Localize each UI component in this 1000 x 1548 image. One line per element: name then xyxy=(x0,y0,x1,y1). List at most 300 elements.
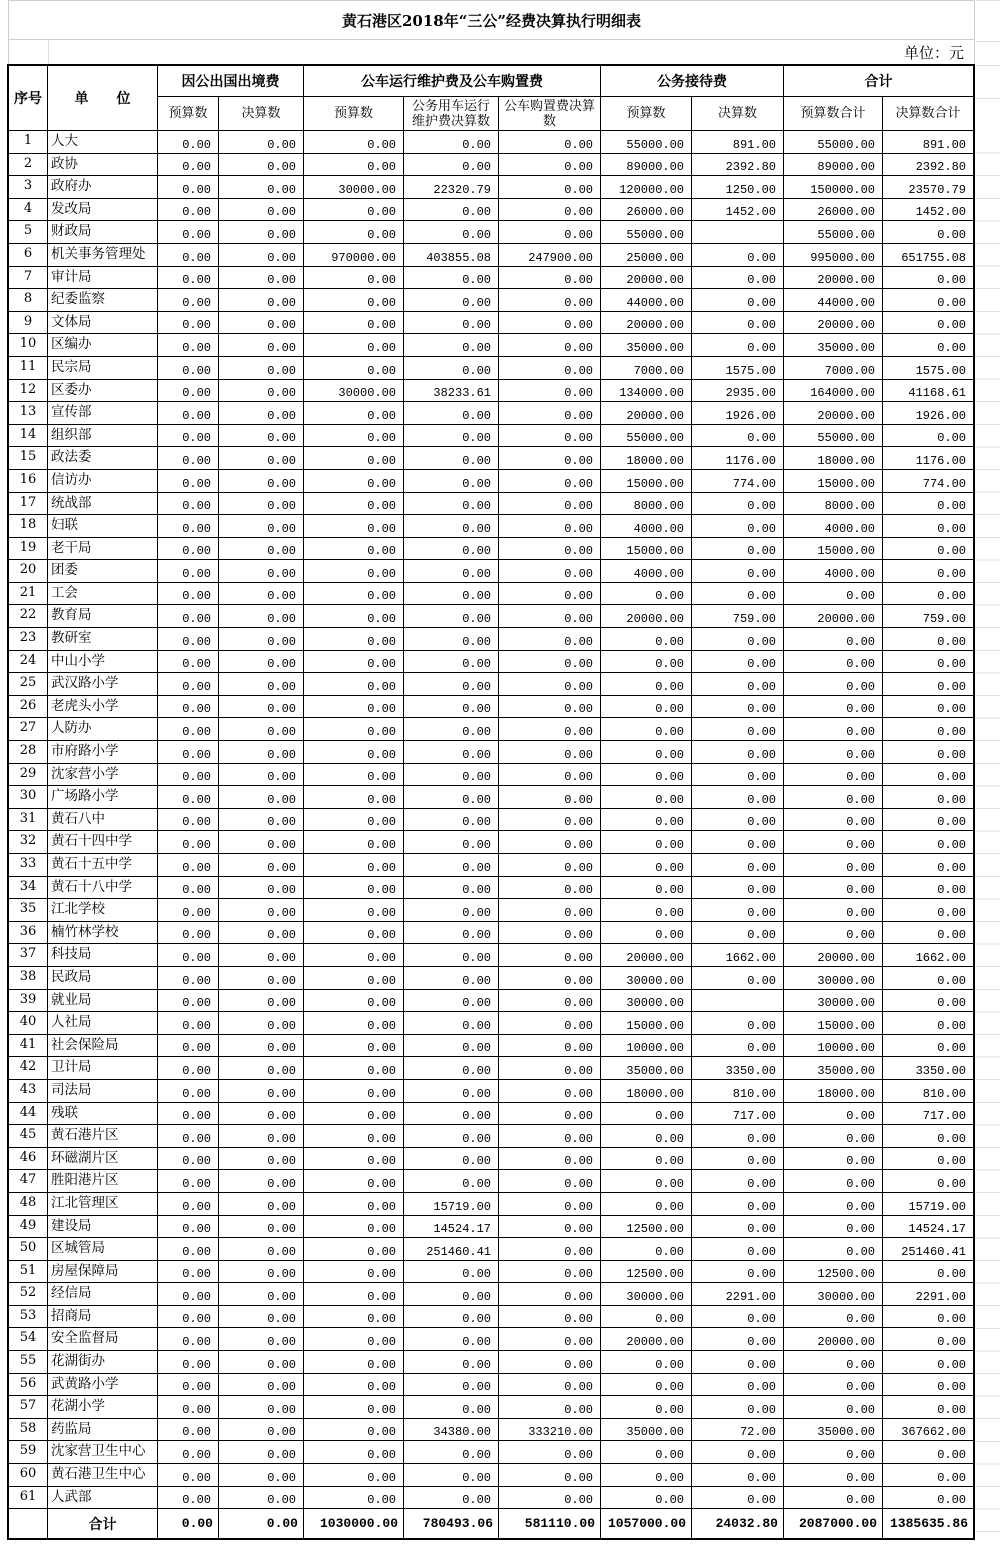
cell-vehicle-purchase-actual: 0.00 xyxy=(499,1306,601,1329)
cell-abroad-actual: 0.00 xyxy=(219,154,304,177)
cell-total-actual: 0.00 xyxy=(883,1487,973,1510)
cell-abroad-actual: 0.00 xyxy=(219,583,304,606)
cell-seq: 51 xyxy=(9,1261,48,1284)
cell-vehicle-operation-actual: 0.00 xyxy=(404,854,499,877)
cell-vehicle-purchase-actual: 0.00 xyxy=(499,741,601,764)
cell-vehicle-budget: 0.00 xyxy=(304,628,404,651)
cell-total-budget: 0.00 xyxy=(784,1125,883,1148)
cell-total-budget: 18000.00 xyxy=(784,1080,883,1103)
cell-unit: 统战部 xyxy=(48,493,158,516)
cell-seq: 14 xyxy=(9,425,48,448)
cell-unit: 区城管局 xyxy=(48,1238,158,1261)
cell-reception-actual: 0.00 xyxy=(692,515,784,538)
cell-reception-budget: 0.00 xyxy=(601,583,692,606)
cell-vehicle-budget: 0.00 xyxy=(304,312,404,335)
cell-unit: 江北学校 xyxy=(48,899,158,922)
cell-vehicle-operation-actual: 0.00 xyxy=(404,538,499,561)
cell-reception-actual: 1452.00 xyxy=(692,199,784,222)
cell-abroad-budget: 0.00 xyxy=(158,267,219,290)
cell-unit: 人大 xyxy=(48,131,158,154)
cell-total-budget: 30000.00 xyxy=(784,990,883,1013)
cell-reception-actual: 0.00 xyxy=(692,1125,784,1148)
cell-seq: 31 xyxy=(9,809,48,832)
cell-vehicle-purchase-actual: 0.00 xyxy=(499,628,601,651)
cell-vehicle-budget: 0.00 xyxy=(304,831,404,854)
cell-vehicle-purchase-actual: 0.00 xyxy=(499,899,601,922)
cell-abroad-actual: 0.00 xyxy=(219,538,304,561)
cell-unit: 教研室 xyxy=(48,628,158,651)
cell-vehicle-purchase-actual: 0.00 xyxy=(499,1148,601,1171)
cell-unit: 花湖街办 xyxy=(48,1351,158,1374)
cell-reception-actual: 0.00 xyxy=(692,1148,784,1171)
cell-vehicle-budget: 30000.00 xyxy=(304,380,404,403)
cell-abroad-actual: 0.00 xyxy=(219,289,304,312)
cell-total-budget: 0.00 xyxy=(784,628,883,651)
cell-reception-actual: 0.00 xyxy=(692,741,784,764)
cell-seq: 57 xyxy=(9,1396,48,1419)
cell-reception-actual: 891.00 xyxy=(692,131,784,154)
cell-seq: 11 xyxy=(9,357,48,380)
cell-vehicle-purchase-actual: 0.00 xyxy=(499,131,601,154)
cell-reception-actual: 0.00 xyxy=(692,312,784,335)
cell-reception-actual: 0.00 xyxy=(692,1261,784,1284)
cell-vehicle-operation-actual: 0.00 xyxy=(404,131,499,154)
cell-reception-budget: 20000.00 xyxy=(601,312,692,335)
cell-vehicle-operation-actual: 34380.00 xyxy=(404,1419,499,1442)
cell-reception-actual: 0.00 xyxy=(692,1396,784,1419)
cell-reception-actual: 0.00 xyxy=(692,1464,784,1487)
cell-reception-budget: 30000.00 xyxy=(601,1283,692,1306)
cell-seq: 54 xyxy=(9,1328,48,1351)
cell-reception-actual: 0.00 xyxy=(692,673,784,696)
total-vehicle-budget: 1030000.00 xyxy=(304,1509,404,1538)
cell-abroad-budget: 0.00 xyxy=(158,289,219,312)
cell-vehicle-budget: 0.00 xyxy=(304,334,404,357)
cell-seq: 52 xyxy=(9,1283,48,1306)
cell-unit: 胜阳港片区 xyxy=(48,1170,158,1193)
cell-total-actual: 2291.00 xyxy=(883,1283,973,1306)
cell-abroad-actual: 0.00 xyxy=(219,470,304,493)
cell-vehicle-purchase-actual: 0.00 xyxy=(499,515,601,538)
cell-abroad-actual: 0.00 xyxy=(219,1216,304,1239)
cell-unit: 信访办 xyxy=(48,470,158,493)
cell-abroad-budget: 0.00 xyxy=(158,990,219,1013)
cell-unit: 审计局 xyxy=(48,267,158,290)
cell-vehicle-operation-actual: 0.00 xyxy=(404,899,499,922)
cell-vehicle-purchase-actual: 0.00 xyxy=(499,764,601,787)
cell-total-actual: 0.00 xyxy=(883,267,973,290)
cell-seq: 29 xyxy=(9,764,48,787)
cell-total-budget: 55000.00 xyxy=(784,425,883,448)
cell-vehicle-budget: 0.00 xyxy=(304,1035,404,1058)
expense-table xyxy=(7,64,975,1540)
cell-seq: 53 xyxy=(9,1306,48,1329)
header-reception-budget: 预算数 xyxy=(601,97,692,131)
cell-abroad-budget: 0.00 xyxy=(158,515,219,538)
cell-vehicle-budget: 0.00 xyxy=(304,289,404,312)
cell-vehicle-operation-actual: 0.00 xyxy=(404,425,499,448)
cell-unit: 黄石港卫生中心 xyxy=(48,1464,158,1487)
cell-seq: 12 xyxy=(9,380,48,403)
cell-seq: 10 xyxy=(9,334,48,357)
cell-total-actual: 0.00 xyxy=(883,764,973,787)
cell-abroad-actual: 0.00 xyxy=(219,1148,304,1171)
cell-abroad-actual: 0.00 xyxy=(219,334,304,357)
cell-reception-budget: 0.00 xyxy=(601,696,692,719)
cell-total-actual: 0.00 xyxy=(883,1148,973,1171)
cell-total-actual: 0.00 xyxy=(883,990,973,1013)
cell-reception-actual: 0.00 xyxy=(692,1328,784,1351)
cell-unit: 黄石港片区 xyxy=(48,1125,158,1148)
cell-seq: 38 xyxy=(9,967,48,990)
cell-seq: 5 xyxy=(9,221,48,244)
cell-unit: 司法局 xyxy=(48,1080,158,1103)
currency-unit-label: 单位：元 xyxy=(903,44,964,62)
cell-abroad-actual: 0.00 xyxy=(219,1170,304,1193)
cell-vehicle-budget: 0.00 xyxy=(304,673,404,696)
cell-abroad-actual: 0.00 xyxy=(219,1057,304,1080)
cell-abroad-budget: 0.00 xyxy=(158,154,219,177)
cell-total-budget: 35000.00 xyxy=(784,1057,883,1080)
cell-abroad-budget: 0.00 xyxy=(158,560,219,583)
cell-vehicle-operation-actual: 0.00 xyxy=(404,583,499,606)
cell-abroad-actual: 0.00 xyxy=(219,425,304,448)
cell-vehicle-purchase-actual: 0.00 xyxy=(499,854,601,877)
cell-abroad-actual: 0.00 xyxy=(219,1012,304,1035)
cell-vehicle-operation-actual: 38233.61 xyxy=(404,380,499,403)
cell-total-actual: 23570.79 xyxy=(883,176,973,199)
cell-vehicle-budget: 0.00 xyxy=(304,583,404,606)
cell-total-budget: 0.00 xyxy=(784,673,883,696)
cell-unit: 文体局 xyxy=(48,312,158,335)
cell-total-actual: 0.00 xyxy=(883,538,973,561)
cell-total-actual: 251460.41 xyxy=(883,1238,973,1261)
cell-seq: 16 xyxy=(9,470,48,493)
cell-vehicle-budget: 0.00 xyxy=(304,515,404,538)
cell-abroad-actual: 0.00 xyxy=(219,1374,304,1397)
cell-total-actual: 0.00 xyxy=(883,877,973,900)
cell-abroad-budget: 0.00 xyxy=(158,628,219,651)
cell-reception-budget: 0.00 xyxy=(601,673,692,696)
cell-vehicle-budget: 0.00 xyxy=(304,1012,404,1035)
cell-unit: 卫计局 xyxy=(48,1057,158,1080)
cell-total-actual: 810.00 xyxy=(883,1080,973,1103)
cell-vehicle-budget: 0.00 xyxy=(304,741,404,764)
cell-reception-budget: 0.00 xyxy=(601,831,692,854)
cell-seq: 49 xyxy=(9,1216,48,1239)
cell-total-actual: 0.00 xyxy=(883,628,973,651)
cell-seq: 44 xyxy=(9,1103,48,1126)
header-group-abroad: 因公出国出境费 xyxy=(158,66,304,97)
cell-total-actual: 0.00 xyxy=(883,221,973,244)
cell-vehicle-budget: 0.00 xyxy=(304,922,404,945)
cell-vehicle-purchase-actual: 0.00 xyxy=(499,1035,601,1058)
cell-reception-actual: 0.00 xyxy=(692,244,784,267)
cell-vehicle-operation-actual: 0.00 xyxy=(404,967,499,990)
cell-unit: 花湖小学 xyxy=(48,1396,158,1419)
cell-vehicle-budget: 0.00 xyxy=(304,944,404,967)
cell-abroad-budget: 0.00 xyxy=(158,1103,219,1126)
cell-total-budget: 20000.00 xyxy=(784,402,883,425)
cell-unit: 楠竹林学校 xyxy=(48,922,158,945)
header-vehicle-budget: 预算数 xyxy=(304,97,404,131)
cell-vehicle-purchase-actual: 0.00 xyxy=(499,673,601,696)
cell-vehicle-purchase-actual: 0.00 xyxy=(499,1396,601,1419)
cell-reception-budget: 0.00 xyxy=(601,1464,692,1487)
cell-abroad-budget: 0.00 xyxy=(158,764,219,787)
total-reception-actual: 24032.80 xyxy=(692,1509,784,1538)
cell-vehicle-purchase-actual: 0.00 xyxy=(499,1080,601,1103)
cell-unit: 中山小学 xyxy=(48,651,158,674)
cell-reception-actual: 0.00 xyxy=(692,628,784,651)
cell-seq: 4 xyxy=(9,199,48,222)
cell-reception-budget: 0.00 xyxy=(601,718,692,741)
cell-vehicle-operation-actual: 0.00 xyxy=(404,447,499,470)
cell-vehicle-operation-actual: 0.00 xyxy=(404,1057,499,1080)
cell-seq: 20 xyxy=(9,560,48,583)
cell-total-budget: 20000.00 xyxy=(784,944,883,967)
cell-vehicle-budget: 0.00 xyxy=(304,1125,404,1148)
cell-abroad-budget: 0.00 xyxy=(158,1283,219,1306)
cell-total-actual: 0.00 xyxy=(883,922,973,945)
cell-unit: 区委办 xyxy=(48,380,158,403)
cell-unit: 区编办 xyxy=(48,334,158,357)
cell-reception-actual: 0.00 xyxy=(692,1216,784,1239)
cell-total-budget: 0.00 xyxy=(784,899,883,922)
cell-seq: 24 xyxy=(9,651,48,674)
cell-reception-actual: 72.00 xyxy=(692,1419,784,1442)
cell-reception-actual: 0.00 xyxy=(692,1487,784,1510)
cell-reception-budget: 8000.00 xyxy=(601,493,692,516)
cell-abroad-budget: 0.00 xyxy=(158,944,219,967)
cell-abroad-budget: 0.00 xyxy=(158,1328,219,1351)
cell-total-budget: 55000.00 xyxy=(784,221,883,244)
cell-total-budget: 20000.00 xyxy=(784,605,883,628)
cell-seq: 7 xyxy=(9,267,48,290)
cell-total-actual: 0.00 xyxy=(883,1035,973,1058)
cell-total-actual: 0.00 xyxy=(883,515,973,538)
cell-abroad-budget: 0.00 xyxy=(158,176,219,199)
cell-abroad-actual: 0.00 xyxy=(219,990,304,1013)
cell-reception-actual: 0.00 xyxy=(692,289,784,312)
cell-unit: 民宗局 xyxy=(48,357,158,380)
cell-vehicle-purchase-actual: 0.00 xyxy=(499,334,601,357)
cell-abroad-actual: 0.00 xyxy=(219,221,304,244)
gridline xyxy=(48,40,49,64)
cell-vehicle-operation-actual: 0.00 xyxy=(404,289,499,312)
total-reception-budget: 1057000.00 xyxy=(601,1509,692,1538)
cell-vehicle-budget: 0.00 xyxy=(304,764,404,787)
cell-abroad-actual: 0.00 xyxy=(219,1080,304,1103)
cell-abroad-budget: 0.00 xyxy=(158,673,219,696)
cell-abroad-budget: 0.00 xyxy=(158,470,219,493)
cell-seq: 15 xyxy=(9,447,48,470)
cell-vehicle-purchase-actual: 0.00 xyxy=(499,176,601,199)
cell-total-budget: 0.00 xyxy=(784,854,883,877)
cell-abroad-budget: 0.00 xyxy=(158,1238,219,1261)
cell-vehicle-purchase-actual: 0.00 xyxy=(499,493,601,516)
cell-abroad-actual: 0.00 xyxy=(219,605,304,628)
cell-total-actual: 1662.00 xyxy=(883,944,973,967)
cell-total-actual: 0.00 xyxy=(883,493,973,516)
cell-abroad-budget: 0.00 xyxy=(158,1306,219,1329)
cell-vehicle-operation-actual: 0.00 xyxy=(404,944,499,967)
cell-reception-budget: 0.00 xyxy=(601,651,692,674)
cell-total-budget: 20000.00 xyxy=(784,1328,883,1351)
cell-seq: 48 xyxy=(9,1193,48,1216)
cell-reception-actual: 0.00 xyxy=(692,1351,784,1374)
cell-reception-budget: 20000.00 xyxy=(601,605,692,628)
cell-unit: 民政局 xyxy=(48,967,158,990)
cell-total-actual: 0.00 xyxy=(883,651,973,674)
cell-total-budget: 0.00 xyxy=(784,1351,883,1374)
cell-total-actual: 0.00 xyxy=(883,1125,973,1148)
cell-total-budget: 30000.00 xyxy=(784,967,883,990)
cell-total-actual: 0.00 xyxy=(883,854,973,877)
cell-reception-budget: 0.00 xyxy=(601,628,692,651)
cell-seq: 9 xyxy=(9,312,48,335)
cell-vehicle-purchase-actual: 0.00 xyxy=(499,1057,601,1080)
cell-reception-budget: 0.00 xyxy=(601,1103,692,1126)
cell-vehicle-budget: 0.00 xyxy=(304,1306,404,1329)
cell-reception-budget: 18000.00 xyxy=(601,1080,692,1103)
cell-abroad-actual: 0.00 xyxy=(219,380,304,403)
cell-reception-actual: 0.00 xyxy=(692,267,784,290)
cell-vehicle-operation-actual: 0.00 xyxy=(404,1374,499,1397)
cell-reception-budget: 30000.00 xyxy=(601,967,692,990)
cell-vehicle-operation-actual: 0.00 xyxy=(404,673,499,696)
cell-total-budget: 0.00 xyxy=(784,831,883,854)
cell-vehicle-budget: 0.00 xyxy=(304,1216,404,1239)
cell-unit: 政法委 xyxy=(48,447,158,470)
cell-abroad-budget: 0.00 xyxy=(158,831,219,854)
cell-total-actual: 0.00 xyxy=(883,899,973,922)
cell-unit: 就业局 xyxy=(48,990,158,1013)
cell-unit: 妇联 xyxy=(48,515,158,538)
cell-seq: 33 xyxy=(9,854,48,877)
cell-vehicle-purchase-actual: 0.00 xyxy=(499,199,601,222)
cell-vehicle-purchase-actual: 0.00 xyxy=(499,1487,601,1510)
cell-abroad-budget: 0.00 xyxy=(158,1216,219,1239)
cell-vehicle-operation-actual: 0.00 xyxy=(404,628,499,651)
cell-vehicle-purchase-actual: 0.00 xyxy=(499,380,601,403)
header-vehicle-purchase-actual: 公车购置费决算数 xyxy=(499,97,601,131)
cell-total-actual: 0.00 xyxy=(883,1261,973,1284)
cell-vehicle-purchase-actual: 0.00 xyxy=(499,154,601,177)
total-abroad-actual: 0.00 xyxy=(219,1509,304,1538)
cell-vehicle-purchase-actual: 0.00 xyxy=(499,1125,601,1148)
header-total-actual: 决算数合计 xyxy=(883,97,973,131)
cell-reception-budget: 20000.00 xyxy=(601,402,692,425)
cell-vehicle-purchase-actual: 0.00 xyxy=(499,944,601,967)
cell-reception-budget: 18000.00 xyxy=(601,447,692,470)
cell-reception-actual xyxy=(692,221,784,244)
total-vehicle-operation-actual: 780493.06 xyxy=(404,1509,499,1538)
cell-vehicle-operation-actual: 0.00 xyxy=(404,1306,499,1329)
cell-abroad-actual: 0.00 xyxy=(219,967,304,990)
cell-reception-budget: 0.00 xyxy=(601,1306,692,1329)
cell-abroad-actual: 0.00 xyxy=(219,560,304,583)
cell-reception-actual: 0.00 xyxy=(692,854,784,877)
cell-reception-budget: 0.00 xyxy=(601,1374,692,1397)
cell-unit: 沈家营小学 xyxy=(48,764,158,787)
cell-total-budget: 0.00 xyxy=(784,1170,883,1193)
cell-seq: 40 xyxy=(9,1012,48,1035)
cell-vehicle-budget: 0.00 xyxy=(304,1487,404,1510)
cell-reception-actual: 1926.00 xyxy=(692,402,784,425)
cell-vehicle-operation-actual: 0.00 xyxy=(404,741,499,764)
cell-vehicle-operation-actual: 0.00 xyxy=(404,651,499,674)
cell-vehicle-purchase-actual: 0.00 xyxy=(499,1103,601,1126)
cell-total-actual: 717.00 xyxy=(883,1103,973,1126)
cell-total-actual: 651755.08 xyxy=(883,244,973,267)
header-group-vehicle: 公车运行维护费及公车购置费 xyxy=(304,66,601,97)
cell-reception-actual: 717.00 xyxy=(692,1103,784,1126)
cell-vehicle-purchase-actual: 0.00 xyxy=(499,1012,601,1035)
cell-total-budget: 164000.00 xyxy=(784,380,883,403)
cell-vehicle-budget: 0.00 xyxy=(304,402,404,425)
cell-total-actual: 774.00 xyxy=(883,470,973,493)
cell-seq: 35 xyxy=(9,899,48,922)
cell-unit: 武黄路小学 xyxy=(48,1374,158,1397)
cell-vehicle-budget: 0.00 xyxy=(304,854,404,877)
cell-abroad-actual: 0.00 xyxy=(219,718,304,741)
cell-abroad-actual: 0.00 xyxy=(219,312,304,335)
cell-abroad-actual: 0.00 xyxy=(219,809,304,832)
cell-total-budget: 8000.00 xyxy=(784,493,883,516)
cell-reception-budget: 0.00 xyxy=(601,809,692,832)
cell-abroad-actual: 0.00 xyxy=(219,1306,304,1329)
cell-abroad-actual: 0.00 xyxy=(219,651,304,674)
cell-total-actual: 14524.17 xyxy=(883,1216,973,1239)
cell-vehicle-operation-actual: 0.00 xyxy=(404,1328,499,1351)
cell-seq: 21 xyxy=(9,583,48,606)
cell-abroad-budget: 0.00 xyxy=(158,1441,219,1464)
cell-abroad-budget: 0.00 xyxy=(158,1419,219,1442)
cell-total-actual: 15719.00 xyxy=(883,1193,973,1216)
cell-unit: 社会保险局 xyxy=(48,1035,158,1058)
cell-reception-actual: 2935.00 xyxy=(692,380,784,403)
cell-total-actual: 0.00 xyxy=(883,831,973,854)
cell-total-budget: 0.00 xyxy=(784,809,883,832)
cell-total-budget: 0.00 xyxy=(784,1396,883,1419)
cell-total-actual: 0.00 xyxy=(883,1374,973,1397)
cell-seq: 56 xyxy=(9,1374,48,1397)
cell-vehicle-operation-actual: 0.00 xyxy=(404,1103,499,1126)
cell-reception-actual: 0.00 xyxy=(692,877,784,900)
cell-total-budget: 4000.00 xyxy=(784,560,883,583)
cell-reception-actual xyxy=(692,990,784,1013)
cell-seq: 25 xyxy=(9,673,48,696)
cell-vehicle-budget: 0.00 xyxy=(304,1419,404,1442)
cell-abroad-budget: 0.00 xyxy=(158,447,219,470)
cell-vehicle-purchase-actual: 0.00 xyxy=(499,1374,601,1397)
cell-total-budget: 150000.00 xyxy=(784,176,883,199)
cell-seq: 55 xyxy=(9,1351,48,1374)
total-seq-cell xyxy=(9,1509,48,1538)
cell-vehicle-operation-actual: 0.00 xyxy=(404,1148,499,1171)
cell-total-actual: 1176.00 xyxy=(883,447,973,470)
cell-unit: 教育局 xyxy=(48,605,158,628)
cell-seq: 2 xyxy=(9,154,48,177)
total-total-budget: 2087000.00 xyxy=(784,1509,883,1538)
cell-unit: 招商局 xyxy=(48,1306,158,1329)
cell-vehicle-operation-actual: 0.00 xyxy=(404,470,499,493)
cell-vehicle-purchase-actual: 0.00 xyxy=(499,1193,601,1216)
cell-vehicle-operation-actual: 0.00 xyxy=(404,605,499,628)
cell-vehicle-purchase-actual: 0.00 xyxy=(499,289,601,312)
cell-total-budget: 0.00 xyxy=(784,741,883,764)
